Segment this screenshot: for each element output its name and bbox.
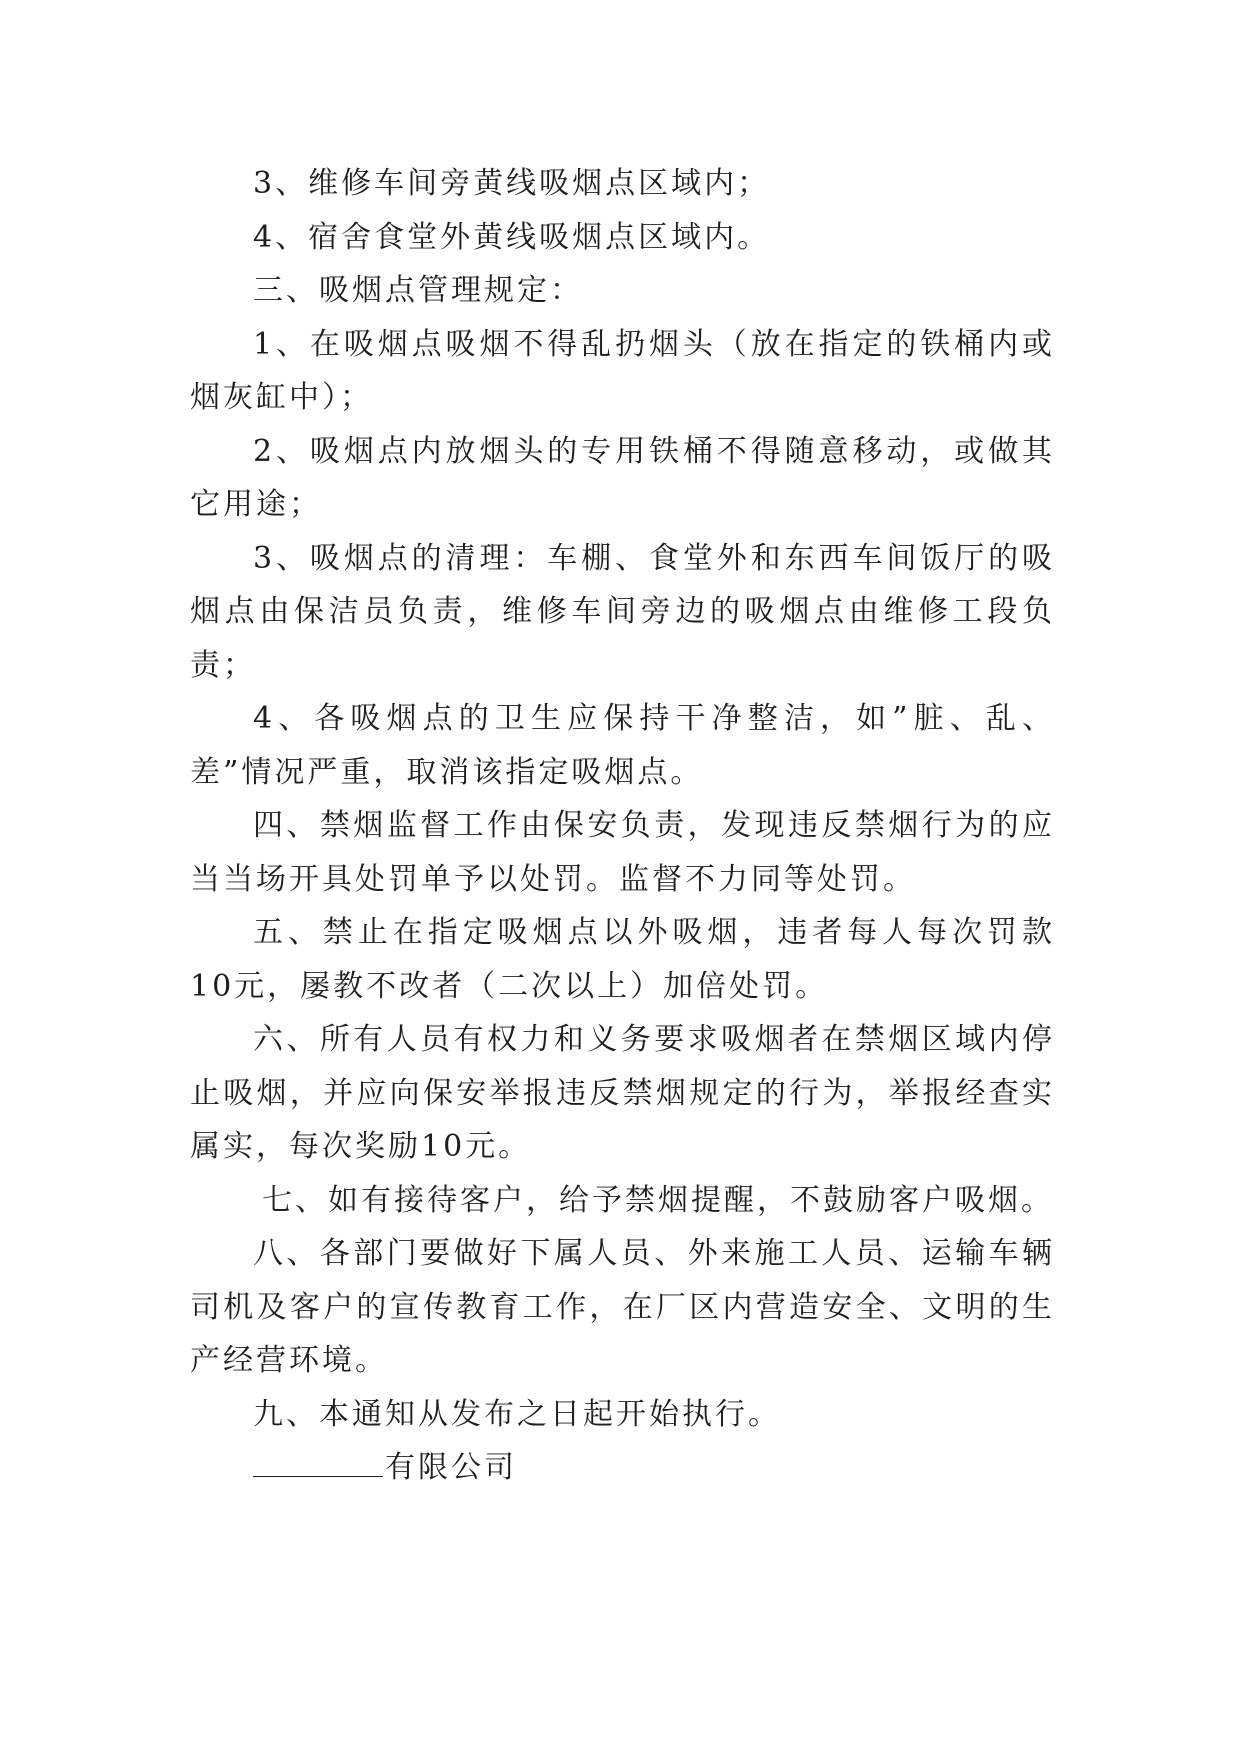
paragraph-13: 九、本通知从发布之日起开始执行。 <box>253 1396 781 1432</box>
paragraph-11: 七、如有接待客户，给予禁烟提醒，不鼓励客户吸烟。 <box>262 1182 1054 1218</box>
paragraph-1: 3、维修车间旁黄线吸烟点区域内； <box>253 166 771 201</box>
paragraph-2: 4、宿舍食堂外黄线吸烟点区域内。 <box>253 219 771 255</box>
paragraph-9: 五、禁止在指定吸烟点以外吸烟，违者每人每次罚款10元，屡教不改者（二次以上）加倍处罚。 <box>190 915 1055 1004</box>
signature-line <box>190 1441 1055 1495</box>
paragraph-7: 4、各吸烟点的卫生应保持干净整洁，如”脏、乱、差”情况严重，取消该指定吸烟点。 <box>190 701 1055 790</box>
company-name-blank <box>253 1442 383 1477</box>
paragraph-6: 3、吸烟点的清理：车棚、食堂外和东西车间饭厅的吸烟点由保洁员负责，维修车间旁边的吸烟点由维修工段负责； <box>190 540 1055 683</box>
paragraph-8: 四、禁烟监督工作由保安负责，发现违反禁烟行为的应当当场开具处罚单予以处罚。监督不力同等处罚。 <box>190 808 1055 897</box>
section-heading-3: 三、吸烟点管理规定： <box>253 273 583 308</box>
company-suffix: 有限公司 <box>385 1450 517 1485</box>
paragraph-5: 2、吸烟点内放烟头的专用铁桶不得随意移动，或做其它用途； <box>190 433 1055 522</box>
paragraph-12: 八、各部门要做好下属人员、外来施工人员、运输车辆司机及客户的宣传教育工作，在厂区内营造安全、文明的生产经营环境。 <box>190 1236 1055 1378</box>
document-body <box>190 157 1055 1495</box>
paragraph-10: 六、所有人员有权力和义务要求吸烟者在禁烟区域内停止吸烟，并应向保安举报违反禁烟规定的行为，举报经查实属实，每次奖励10元。 <box>190 1022 1055 1164</box>
paragraph-4: 1、在吸烟点吸烟不得乱扔烟头（放在指定的铁桶内或烟灰缸中）； <box>190 326 1055 415</box>
